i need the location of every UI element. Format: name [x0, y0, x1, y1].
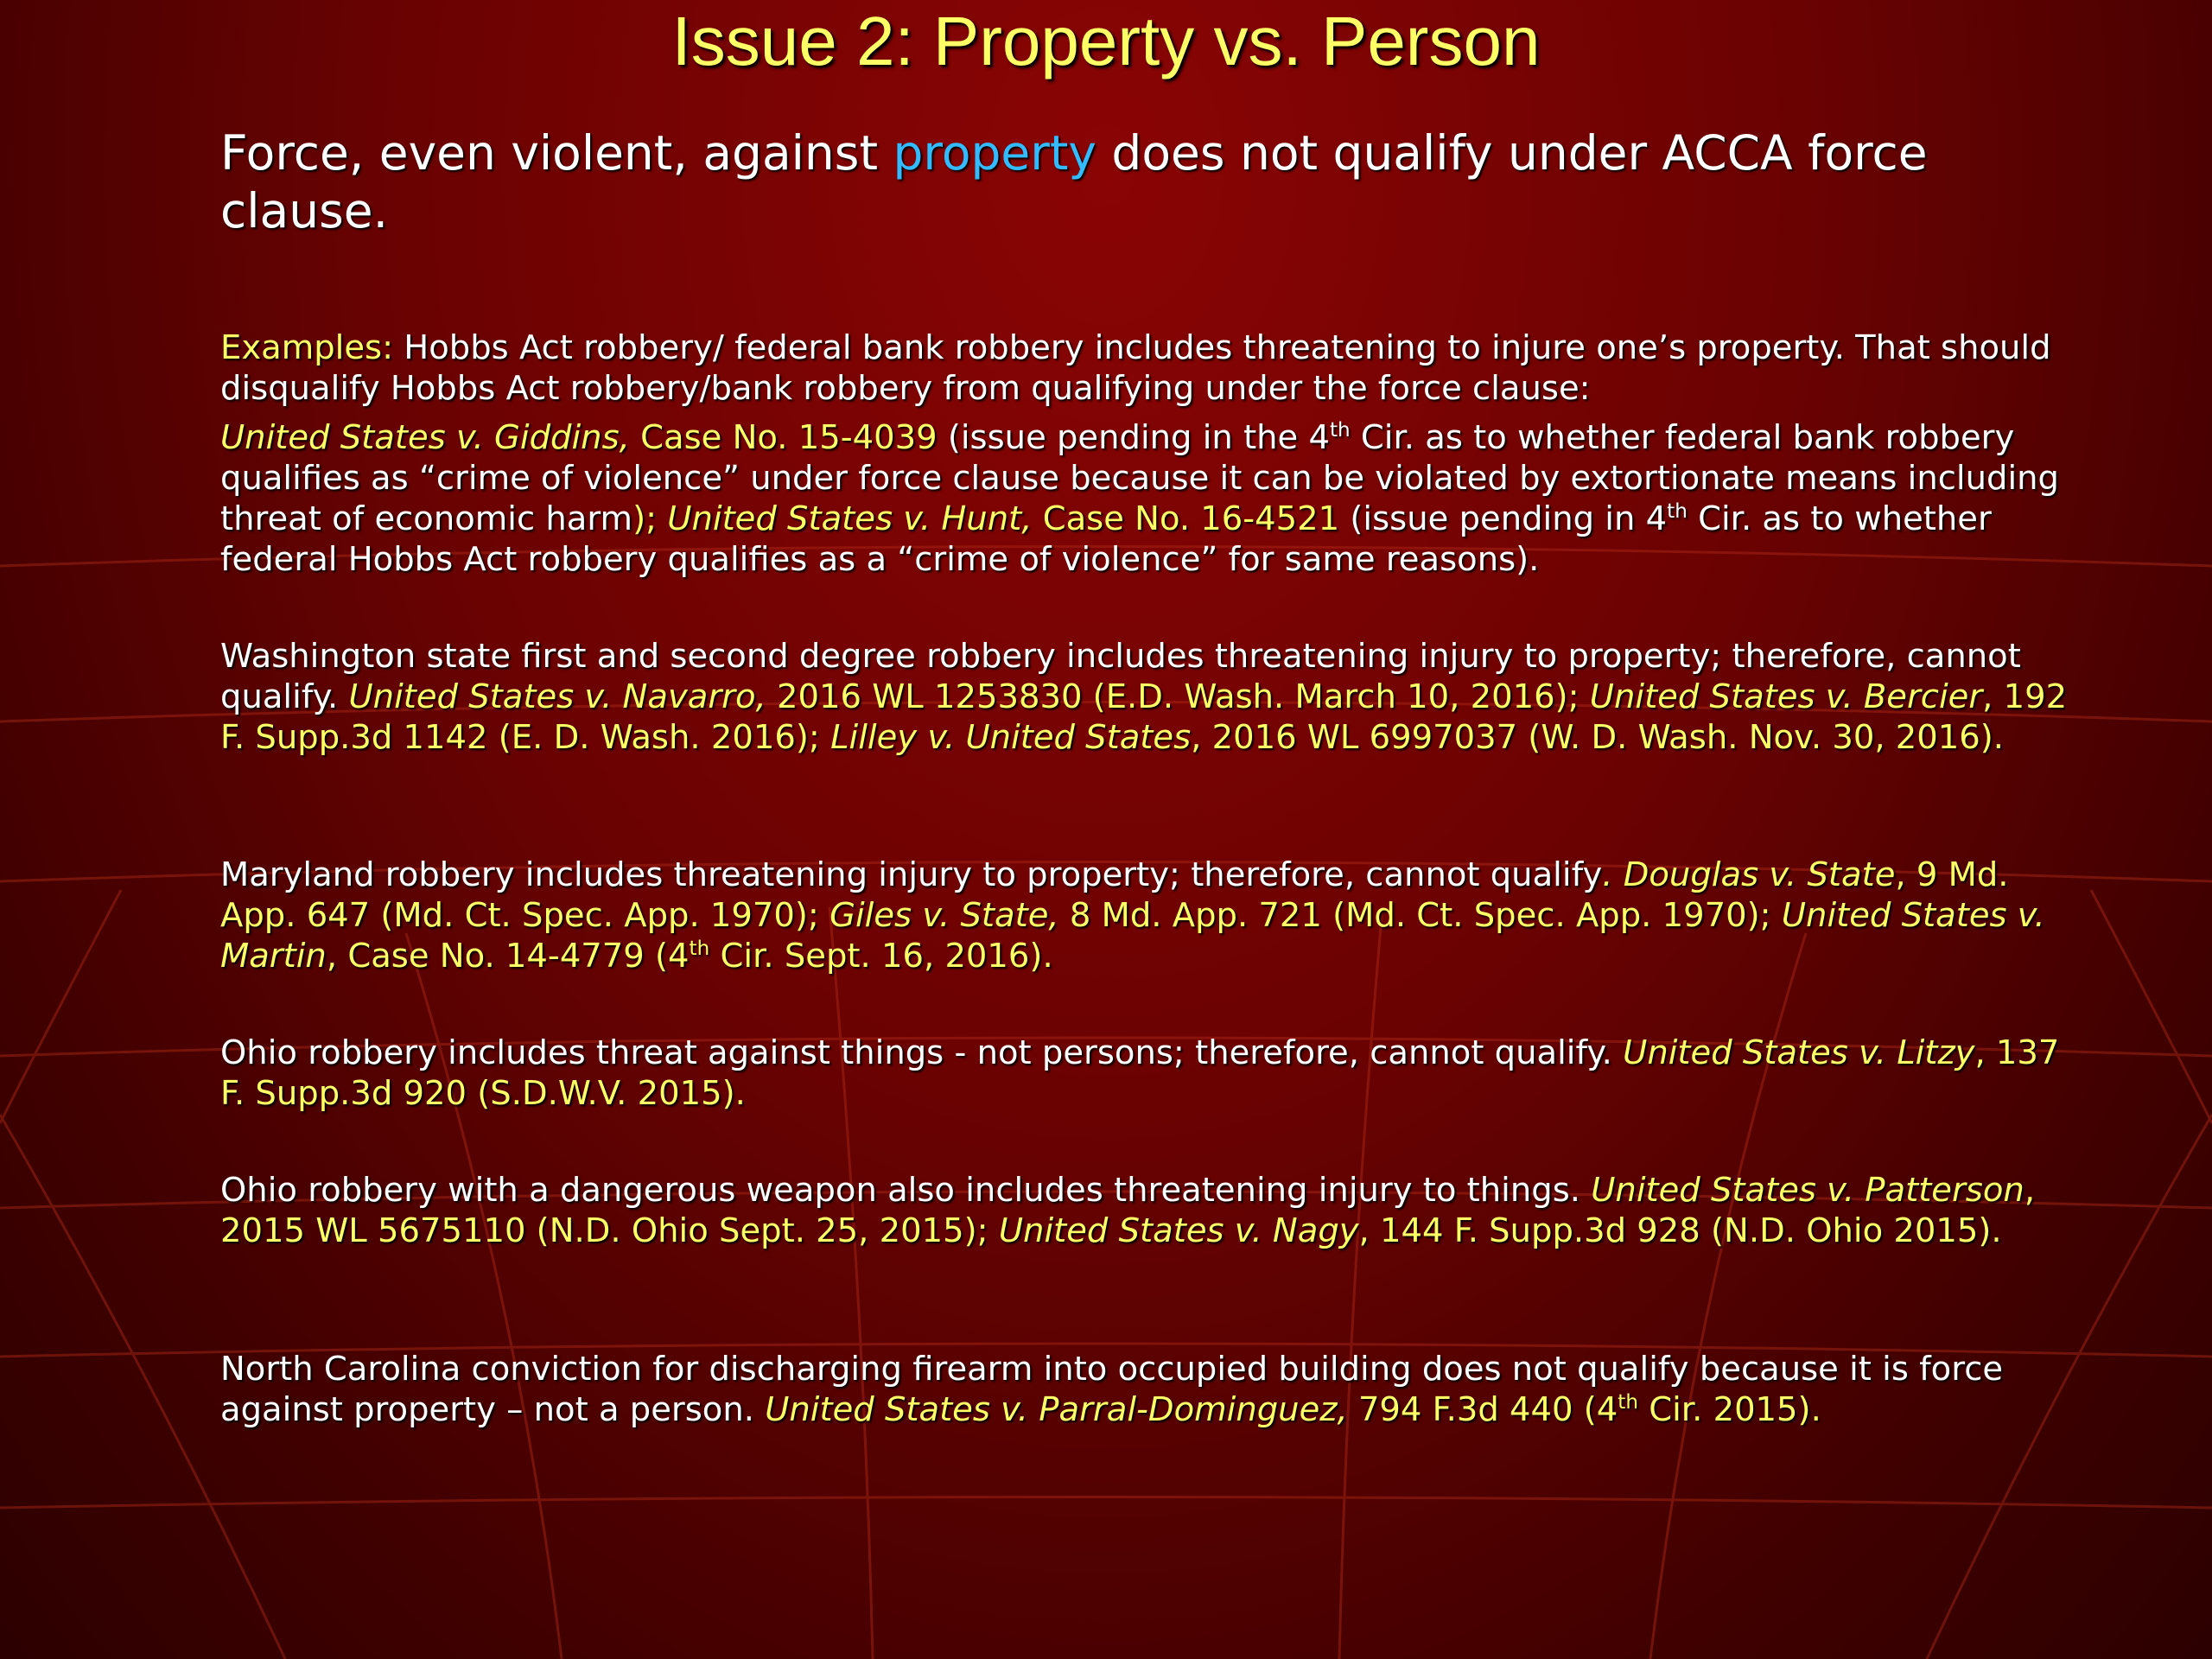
case-citation: Cir. Sept. 16, 2016). — [709, 937, 1053, 976]
case-citation: 8 Md. App. 721 (Md. Ct. Spec. App. 1970); — [1058, 896, 1782, 935]
examples-paragraph — [220, 327, 2078, 409]
case-citation: , 9 Md. App. 647 (Md. Ct. Spec. App. 1970); — [220, 855, 2009, 935]
paragraph-text: Ohio robbery with a dangerous weapon also includes threatening injury to things. — [220, 1171, 1592, 1210]
case-citation: 794 F.3d 440 (4 — [1347, 1390, 1618, 1429]
examples-intro: Hobbs Act robbery/ federal bank robbery includes threatening to injure one’s property. That should disqualify Hobbs Act robbery/bank robbery from qualifying under the force clause: — [220, 328, 2051, 408]
paragraph-text: Ohio robbery includes threat against things - not persons; therefore, cannot qualify. — [220, 1033, 1624, 1072]
pending-cases-paragraph — [220, 417, 2078, 580]
case-text: (issue pending in the 4 — [937, 418, 1330, 457]
separator: ); — [632, 499, 668, 538]
case-name: United States v. Litzy — [1623, 1033, 1975, 1072]
case-name: United States v. Bercier — [1589, 677, 1983, 716]
case-name: United States v. Patterson — [1591, 1171, 2024, 1210]
case-text: Cir. as to whether federal Hobbs Act robbery qualifies as a “crime of violence” for same reasons). — [220, 499, 1992, 579]
case-text: Cir. as to whether federal bank robbery qualifies as “crime of violence” under force clause because it can be violated by extortionate means including threat of economic harm — [220, 418, 2059, 538]
ordinal-suffix: th — [1667, 500, 1688, 524]
subtitle-text-end: does not qualify under ACCA force clause. — [220, 125, 1928, 238]
case-citation: , 2016 WL 6997037 (W. D. Wash. Nov. 30, 2016). — [1191, 718, 2005, 757]
ordinal-suffix: th — [689, 938, 710, 961]
washington-paragraph — [220, 636, 2078, 758]
examples-label: Examples: — [220, 328, 394, 367]
case-citation: Cir. 2015). — [1637, 1390, 1821, 1429]
subtitle-highlight: property — [893, 125, 1096, 181]
case-name: United States v. Parral-Dominguez, — [765, 1390, 1348, 1429]
slide-title: Issue 2: Property vs. Person — [671, 3, 1541, 79]
case-citation: 2016 WL 1253830 (E.D. Wash. March 10, 2016); — [766, 677, 1590, 716]
case-name: Douglas v. State — [1623, 855, 1896, 894]
paragraph-text: Washington state first and second degree robbery includes threatening injury to property; therefore, cannot qualify. — [220, 637, 2021, 716]
north-carolina-paragraph — [220, 1349, 2078, 1430]
case-name: Giles v. State, — [830, 896, 1059, 935]
case-citation: , 137 F. Supp.3d 920 (S.D.W.V. 2015). — [220, 1033, 2060, 1113]
case-name: United States v. Navarro, — [348, 677, 766, 716]
ohio-paragraph — [220, 1033, 2078, 1114]
case-citation: , 144 F. Supp.3d 928 (N.D. Ohio 2015). — [1358, 1211, 2002, 1250]
separator: . — [1602, 855, 1624, 894]
slide-subtitle — [220, 124, 2104, 240]
case-name: Lilley v. United States — [830, 718, 1192, 757]
ordinal-suffix: th — [1618, 1391, 1638, 1414]
case-citation: Case No. 15-4039 — [629, 418, 938, 457]
subtitle-text: Force, even violent, against — [220, 125, 893, 181]
case-text: (issue pending in 4 — [1339, 499, 1668, 538]
case-name: United States v. Giddins, — [220, 418, 630, 457]
ohio-weapon-paragraph — [220, 1170, 2078, 1251]
paragraph-text: Maryland robbery includes threatening injury to property; therefore, cannot qualify — [220, 855, 1603, 894]
case-citation: Case No. 16-4521 — [1032, 499, 1340, 538]
case-name: United States v. Martin — [220, 896, 2045, 976]
case-citation: , 192 F. Supp.3d 1142 (E. D. Wash. 2016); — [220, 677, 2068, 757]
case-citation: , 2015 WL 5675110 (N.D. Ohio Sept. 25, 2015); — [220, 1171, 2036, 1250]
case-name: United States v. Hunt, — [667, 499, 1033, 538]
paragraph-text: North Carolina conviction for discharging firearm into occupied building does not qualify because it is force against property – not a person. — [220, 1350, 2004, 1429]
case-citation: , Case No. 14-4779 (4 — [326, 937, 690, 976]
maryland-paragraph — [220, 855, 2078, 976]
case-name: United States v. Nagy — [998, 1211, 1359, 1250]
ordinal-suffix: th — [1329, 419, 1351, 442]
